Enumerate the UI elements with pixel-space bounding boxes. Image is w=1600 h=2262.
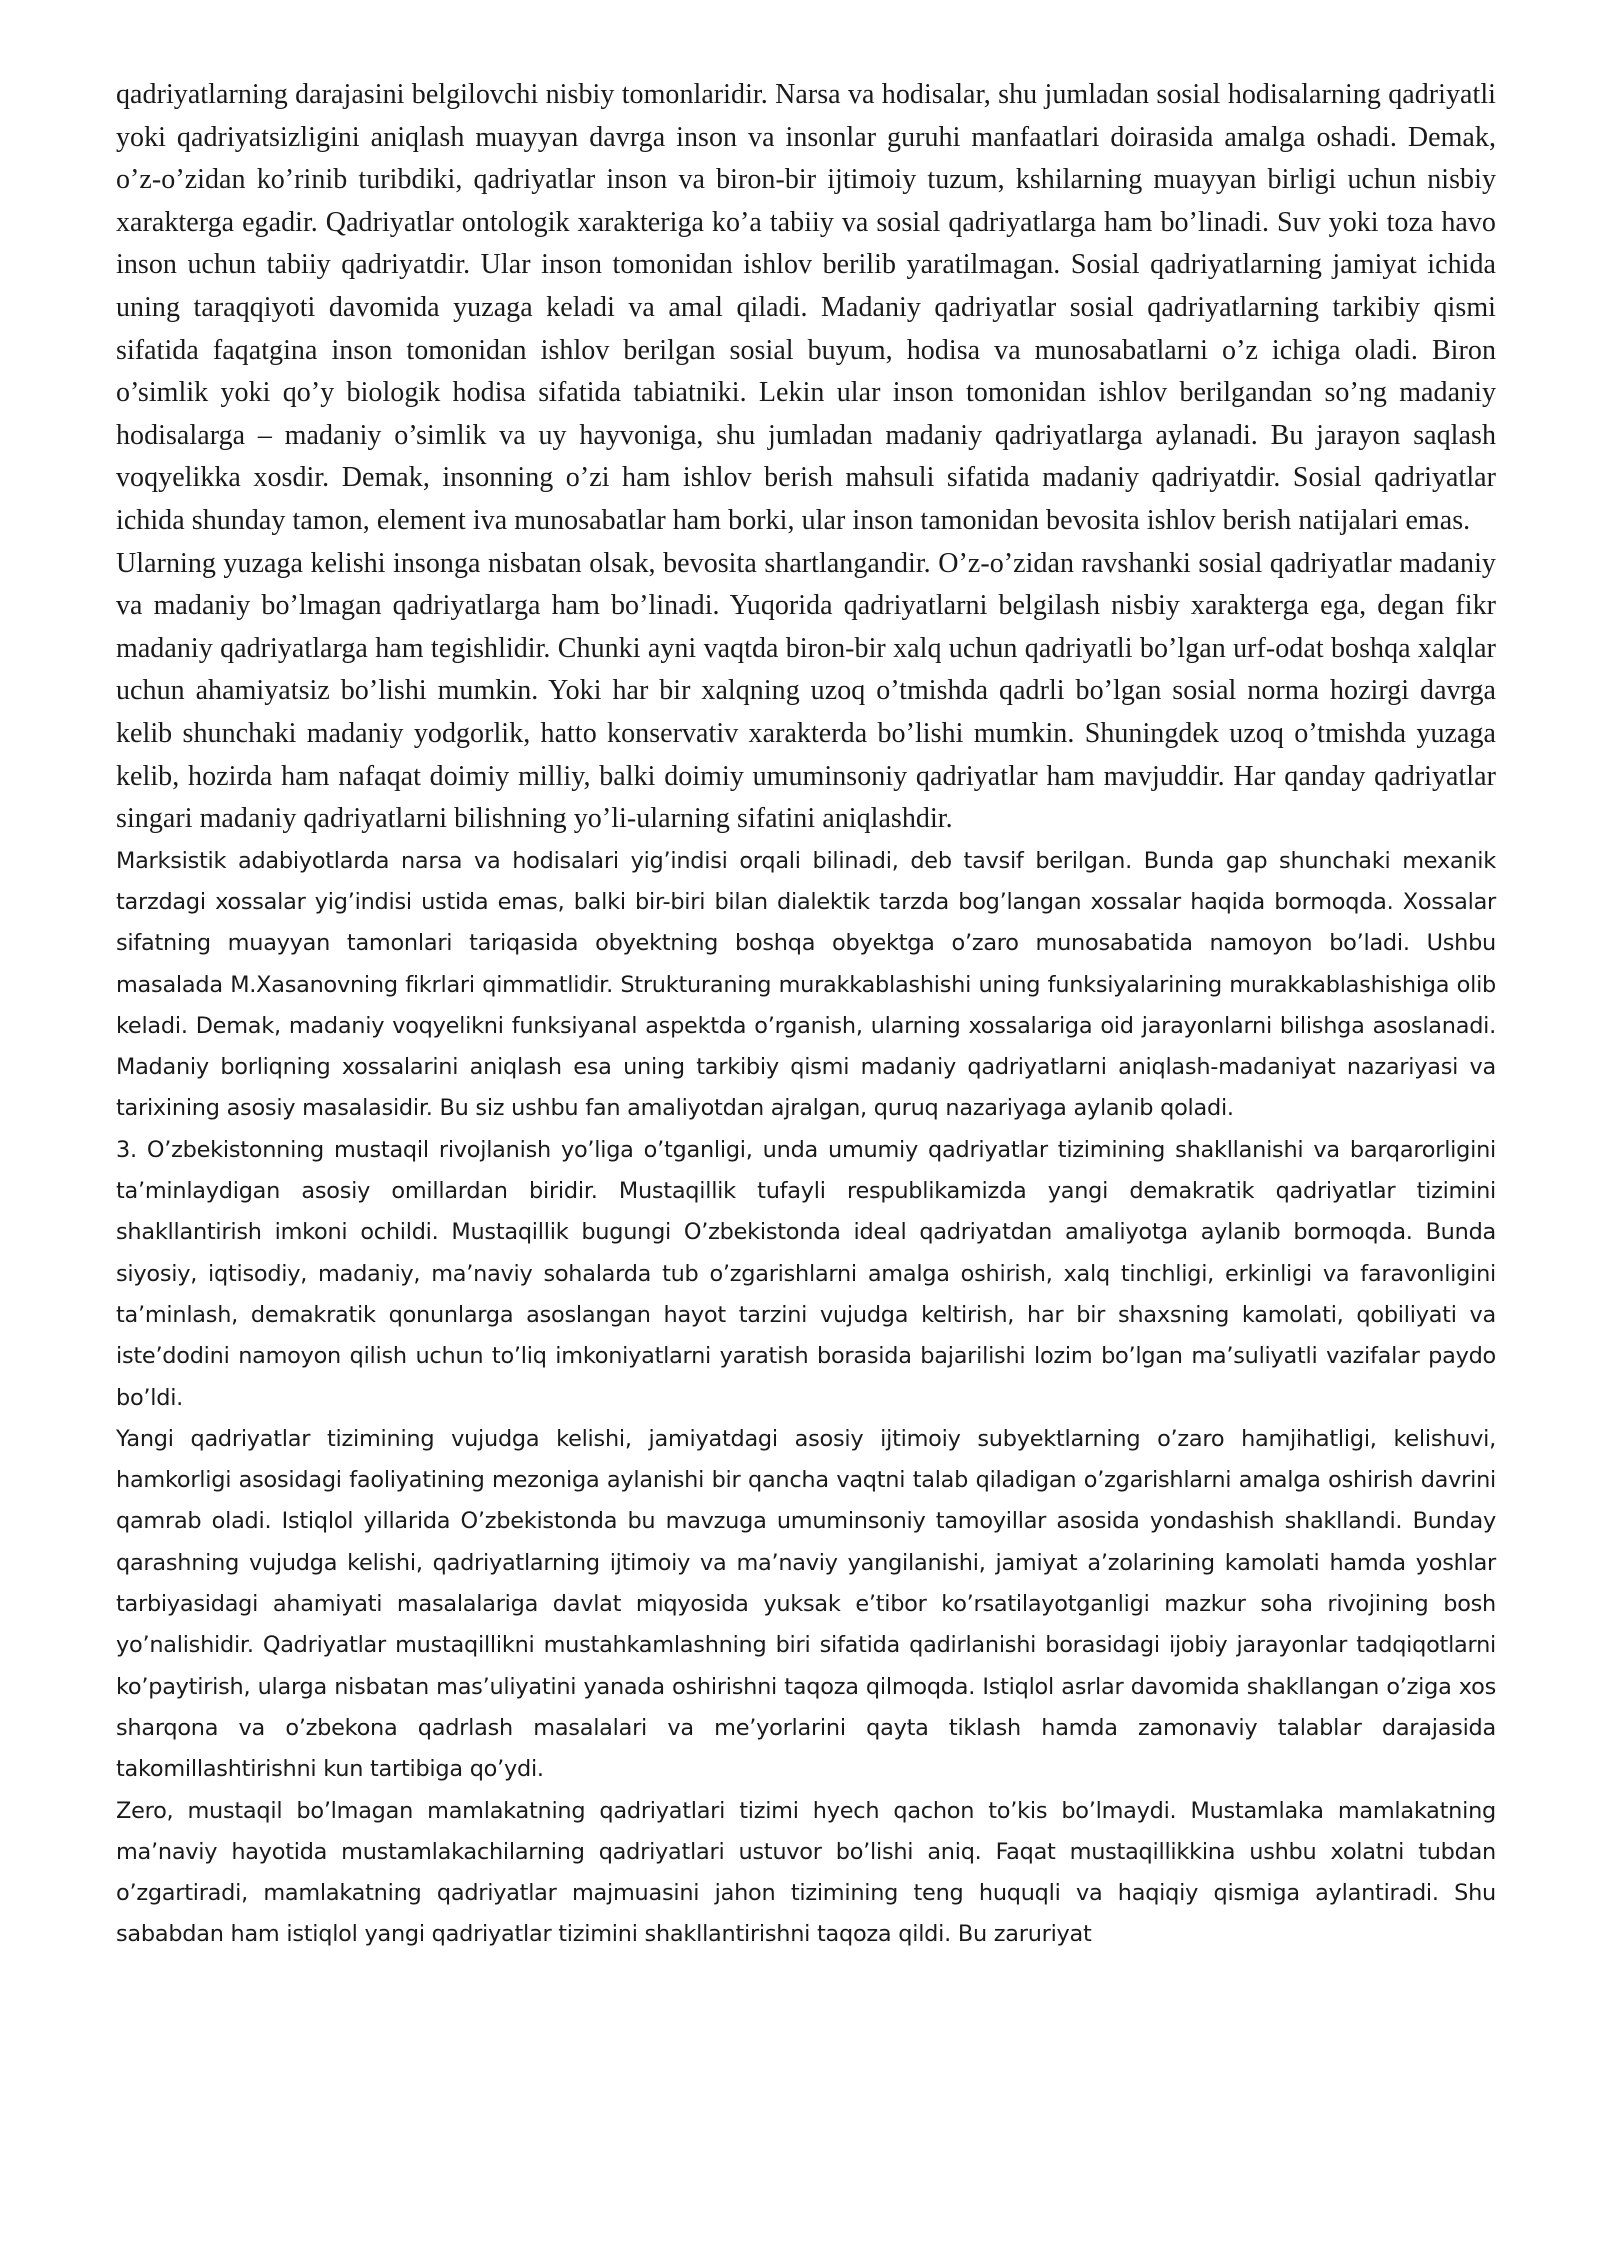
- paragraph-5: Yangi qadriyatlar tizimining vujudga kelishi, jamiyatdagi asosiy ijtimoiy subyektlarning o’zaro hamjihatligi, kelishuvi, hamkorligi asosidagi faoliyatining mezoniga aylanishi bir qancha vaqtni talab qiladigan o’zgarishlarni amalga oshirish davrini qamrab oladi. Istiqlol yillarida O’zbekistonda bu mavzuga umuminsoniy tamoyillar asosida yondashish shakllandi. Bunday qarashning vujudga kelishi, qadriyatlarning ijtimoiy va ma’naviy yangilanishi, jamiyat a’zolarining kamolati hamda yoshlar tarbiyasidagi ahamiyati masalalariga davlat miqyosida yuksak e’tibor ko’rsatilayotganligi mazkur soha rivojining bosh yo’nalishidir. Qadriyatlar mustaqillikni mustahkamlashning biri sifatida qadirlanishi borasidagi ijobiy jarayonlar tadqiqotlarni ko’paytirish, ularga nisbatan mas’uliyatini yanada oshirishni taqoza qilmoqda. Istiqlol asrlar davomida shakllangan o’ziga xos sharqona va o’zbekona qadrlash masalalari va me’yorlarini qayta tiklash hamda zamonaviy talablar darajasida takomillashtirishni kun tartibiga qo’ydi.: [116, 1425, 1496, 1783]
- paragraph-2: Ularning yuzaga kelishi insonga nisbatan olsak, bevosita shartlangandir. O’z-o’zidan ravshanki sosial qadriyatlar madaniy va madaniy bo’lmagan qadriyatlarga ham bo’linadi. Yuqorida qadriyatlarni belgilash nisbiy xarakterga ega, degan fikr madaniy qadriyatlarga ham tegishlidir. Chunki ayni vaqtda biron-bir xalq uchun qadriyatli bo’lgan urf-odat boshqa xalqlar uchun ahamiyatsiz bo’lishi mumkin. Yoki har bir xalqning uzoq o’tmishda qadrli bo’lgan sosial norma hozirgi davrga kelib shunchaki madaniy yodgorlik, hatto konservativ xarakterda bo’lishi mumkin. Shuningdek uzoq o’tmishda yuzaga kelib, hozirda ham nafaqat doimiy milliy, balki doimiy umuminsoniy qadriyatlar ham mavjuddir. Har qanday qadriyatlar singari madaniy qadriyatlarni bilishning yo’li-ularning sifatini aniqlashdir.: [116, 547, 1496, 835]
- document-page: [116, 74, 1496, 1956]
- paragraph-4: 3. O’zbekistonning mustaqil rivojlanish yo’liga o’tganligi, unda umumiy qadriyatlar tizimining shakllanishi va barqarorligini ta’minlaydigan asosiy omillardan biridir. Mustaqillik tufayli respublikamizda yangi demakratik qadriyatlar tizimini shakllantirish imkoni ochildi. Mustaqillik bugungi O’zbekistonda ideal qadriyatdan amaliyotga aylanib bormoqda. Bunda siyosiy, iqtisodiy, madaniy, ma’naviy sohalarda tub o’zgarishlarni amalga oshirish, xalq tinchligi, erkinligi va faravonligini ta’minlash, demakratik qonunlarga asoslangan hayot tarzini vujudga keltirish, har bir shaxsning kamolati, qobiliyati va iste’dodini namoyon qilish uchun to’liq imkoniyatlarni yaratish borasida bajarilishi lozim bo’lgan ma’suliyatli vazifalar paydo bo’ldi.: [116, 1136, 1496, 1411]
- paragraph-1: qadriyatlarning darajasini belgilovchi nisbiy tomonlaridir. Narsa va hodisalar, shu jumladan sosial hodisalarning qadriyatli yoki qadriyatsizligini aniqlash muayyan davrga inson va insonlar guruhi manfaatlari doirasida amalga oshadi. Demak, o’z-o’zidan ko’rinib turibdiki, qadriyatlar inson va biron-bir ijtimoiy tuzum, kshilarning muayyan birligi uchun nisbiy xarakterga egadir. Qadriyatlar ontologik xarakteriga ko’a tabiiy va sosial qadriyatlarga ham bo’linadi. Suv yoki toza havo inson uchun tabiiy qadriyatdir. Ular inson tomonidan ishlov berilib yaratilmagan. Sosial qadriyatlarning jamiyat ichida uning taraqqiyoti davomida yuzaga keladi va amal qiladi. Madaniy qadriyatlar sosial qadriyatlarning tarkibiy qismi sifatida faqatgina inson tomonidan ishlov berilgan sosial buyum, hodisa va munosabatlarni o’z ichiga oladi. Biron o’simlik yoki qo’y biologik hodisa sifatida tabiatniki. Lekin ular inson tomonidan ishlov berilgandan so’ng madaniy hodisalarga – madaniy o’simlik va uy hayvoniga, shu jumladan madaniy qadriyatlarga aylanadi. Bu jarayon saqlash voqyelikka xosdir. Demak, insonning o’zi ham ishlov berish mahsuli sifatida madaniy qadriyatdir. Sosial qadriyatlar ichida shunday tamon, element iva munosabatlar ham borki, ular inson tamonidan bevosita ishlov berish natijalari emas.: [116, 79, 1496, 536]
- paragraph-6: Zero, mustaqil bo’lmagan mamlakatning qadriyatlari tizimi hyech qachon to’kis bo’lmaydi. Mustamlaka mamlakatning ma’naviy hayotida mustamlakachilarning qadriyatlari ustuvor bo’lishi aniq. Faqat mustaqillikkina ushbu xolatni tubdan o’zgartiradi, mamlakatning qadriyatlar majmuasini jahon tizimining teng huquqli va haqiqiy qismiga aylantiradi. Shu sababdan ham istiqlol yangi qadriyatlar tizimini shakllantirishni taqoza qildi. Bu zaruriyat: [116, 1797, 1496, 1948]
- paragraph-3: Marksistik adabiyotlarda narsa va hodisalari yig’indisi orqali bilinadi, deb tavsif berilgan. Bunda gap shunchaki mexanik tarzdagi xossalar yig’indisi ustida emas, balki bir-biri bilan dialektik tarzda bog’langan xossalar haqida bormoqda. Xossalar sifatning muayyan tamonlari tariqasida obyektning boshqa obyektga o’zaro munosabatida namoyon bo’ladi. Ushbu masalada M.Xasanovning fikrlari qimmatlidir. Strukturaning murakkablashishi uning funksiyalarining murakkablashishiga olib keladi. Demak, madaniy voqyelikni funksiyanal aspektda o’rganish, ularning xossalariga oid jarayonlarni bilishga asoslanadi. Madaniy borliqning xossalarini aniqlash esa uning tarkibiy qismi madaniy qadriyatlarni aniqlash-madaniyat nazariyasi va tarixining asosiy masalasidir. Bu siz ushbu fan amaliyotdan ajralgan, quruq nazariyaga aylanib qoladi.: [116, 847, 1496, 1122]
